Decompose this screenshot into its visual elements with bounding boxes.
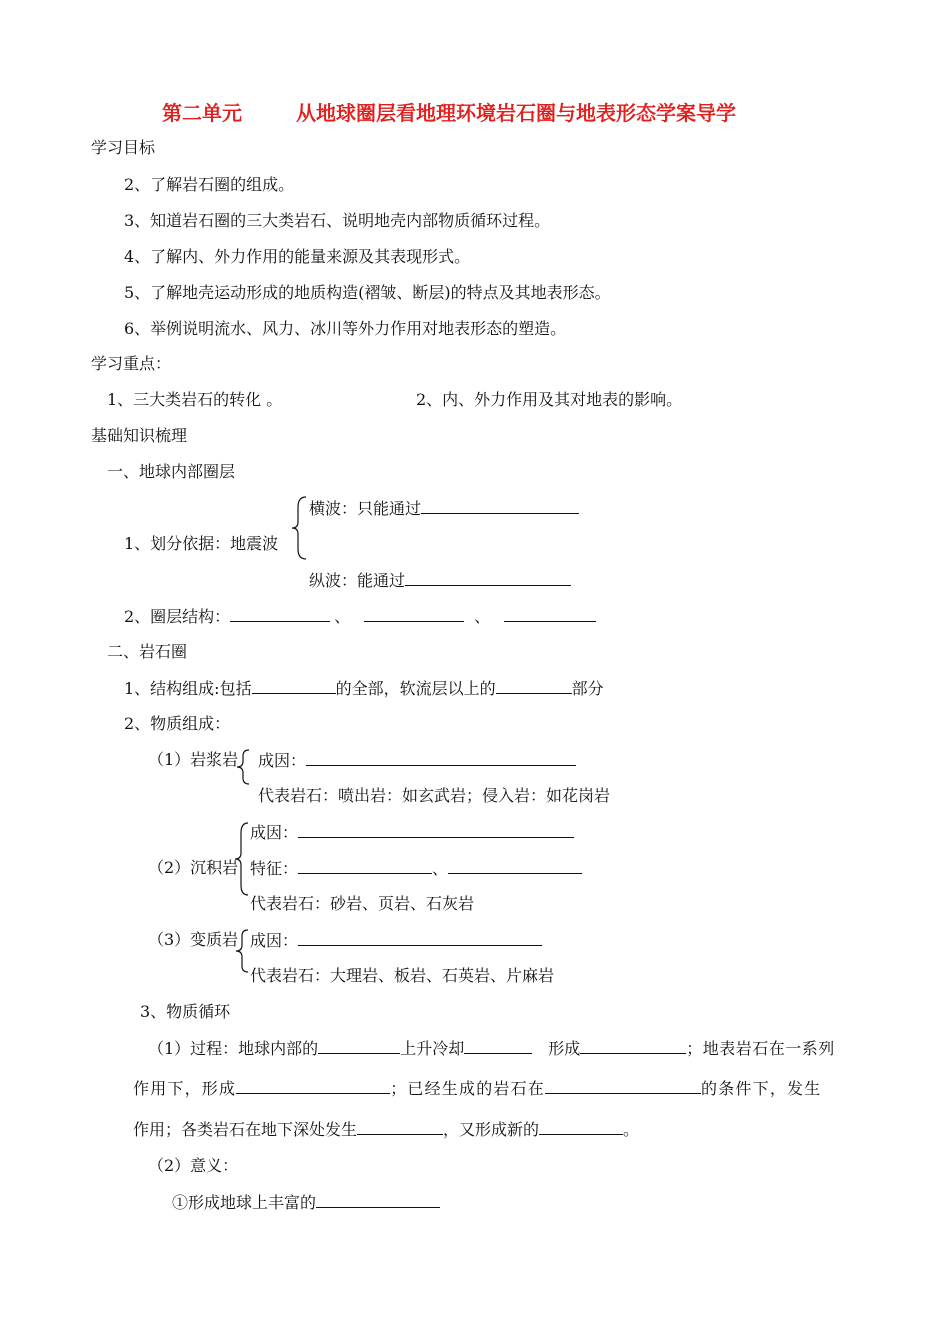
cause-label: 成因： (250, 823, 299, 842)
process-text: 形成 (548, 1039, 581, 1058)
blank-significance[interactable] (316, 1192, 440, 1208)
brace-igneous (234, 748, 254, 786)
significance-text: ①形成地球上丰富的 (172, 1193, 317, 1212)
blank-composition-2[interactable] (496, 678, 572, 694)
objective-item: 5、了解地壳运动形成的地质构造(褶皱、断层)的特点及其地表形态。 (124, 283, 611, 302)
blank-process-7[interactable] (539, 1119, 623, 1135)
longitudinal-wave-label: 纵波：能通过 (309, 571, 406, 590)
section2-heading: 二、岩石圈 (107, 642, 188, 661)
basis-label: 1、划分依据：地震波 (124, 534, 279, 553)
brace-seismic (290, 495, 310, 561)
blank-process-2[interactable] (464, 1038, 532, 1054)
process-text: 上升冷却 (400, 1039, 465, 1058)
cycle-label: 3、物质循环 (140, 1002, 231, 1021)
blank-composition-1[interactable] (252, 678, 336, 694)
metamorphic-label: （3）变质岩 (148, 930, 239, 949)
feature-label: 特征： (250, 859, 299, 878)
blank-metamorphic-cause[interactable] (298, 930, 542, 946)
objective-item: 3、知道岩石圈的三大类岩石、说明地壳内部物质循环过程。 (124, 211, 551, 230)
composition-text: 部分 (571, 679, 604, 698)
basics-heading: 基础知识梳理 (91, 426, 188, 445)
process-line-2 (133, 1078, 821, 1099)
layer-structure-label: 2、圈层结构： (124, 607, 231, 626)
blank-process-6[interactable] (357, 1119, 443, 1135)
process-text: 作用；各类岩石在地下深处发生 (133, 1120, 358, 1139)
cause-label: 成因： (250, 931, 299, 950)
blank-sedimentary-feature-2[interactable] (448, 858, 582, 874)
longitudinal-wave (309, 570, 571, 591)
material-composition-label: 2、物质组成： (124, 714, 231, 733)
sedimentary-label: （2）沉积岩 (148, 858, 239, 877)
process-line-3 (133, 1119, 639, 1140)
metamorphic-examples: 代表岩石：大理岩、板岩、石英岩、片麻岩 (250, 966, 555, 985)
igneous-label: （1）岩浆岩 (148, 750, 239, 769)
blank-layer-1[interactable] (230, 606, 330, 622)
process-text: ；地表岩石在一系列 (686, 1039, 835, 1058)
process-text: （1）过程：地球内部的 (148, 1039, 319, 1058)
blank-layer-2[interactable] (364, 606, 464, 622)
objective-item: 4、了解内、外力作用的能量来源及其表现形式。 (124, 247, 471, 266)
blank-longitudinal[interactable] (405, 570, 571, 586)
metamorphic-cause (250, 930, 542, 951)
blank-transverse[interactable] (421, 498, 579, 514)
process-text: ；已经生成的岩石在 (390, 1079, 546, 1098)
blank-igneous-cause[interactable] (306, 750, 576, 766)
process-text: 。 (623, 1120, 640, 1139)
layer-structure (124, 606, 596, 627)
keypoint-item: 2、内、外力作用及其对地表的影响。 (416, 390, 683, 409)
transverse-wave (309, 498, 579, 519)
sedimentary-examples: 代表岩石：砂岩、页岩、石灰岩 (250, 894, 475, 913)
process-text: 的条件下，发生 (701, 1079, 822, 1098)
process-line-1 (148, 1038, 835, 1059)
separator: 、 (432, 859, 449, 878)
objective-item: 6、举例说明流水、风力、冰川等外力作用对地表形态的塑造。 (124, 319, 567, 338)
page-title-unit: 第二单元 (162, 101, 242, 125)
igneous-cause (258, 750, 576, 771)
blank-process-5[interactable] (545, 1078, 701, 1094)
page-title: 从地球圈层看地理环境岩石圈与地表形态学案导学 (296, 101, 736, 125)
structure-composition (124, 678, 604, 699)
separator: 、 (334, 607, 351, 626)
keypoints-heading: 学习重点： (91, 354, 172, 373)
composition-text: 的全部，软流层以上的 (335, 679, 496, 698)
blank-process-4[interactable] (236, 1078, 390, 1094)
process-text: 作用下，形成 (133, 1079, 237, 1098)
blank-sedimentary-feature-1[interactable] (298, 858, 432, 874)
blank-process-1[interactable] (318, 1038, 400, 1054)
blank-process-3[interactable] (580, 1038, 686, 1054)
objectives-heading: 学习目标 (91, 138, 156, 157)
significance-label: （2）意义： (148, 1156, 239, 1175)
objective-item: 2、了解岩石圈的组成。 (124, 175, 295, 194)
separator: 、 (474, 607, 491, 626)
sedimentary-feature (250, 858, 582, 879)
transverse-wave-label: 横波：只能通过 (309, 499, 422, 518)
blank-layer-3[interactable] (504, 606, 596, 622)
blank-sedimentary-cause[interactable] (298, 822, 574, 838)
section1-heading: 一、地球内部圈层 (107, 462, 236, 481)
igneous-examples: 代表岩石：喷出岩：如玄武岩；侵入岩：如花岗岩 (258, 786, 611, 805)
process-text: ，又形成新的 (443, 1120, 540, 1139)
keypoint-item: 1、三大类岩石的转化 。 (107, 390, 283, 409)
cause-label: 成因： (258, 751, 307, 770)
sedimentary-cause (250, 822, 574, 843)
significance-item (172, 1192, 440, 1213)
composition-text: 1、结构组成:包括 (124, 679, 252, 698)
